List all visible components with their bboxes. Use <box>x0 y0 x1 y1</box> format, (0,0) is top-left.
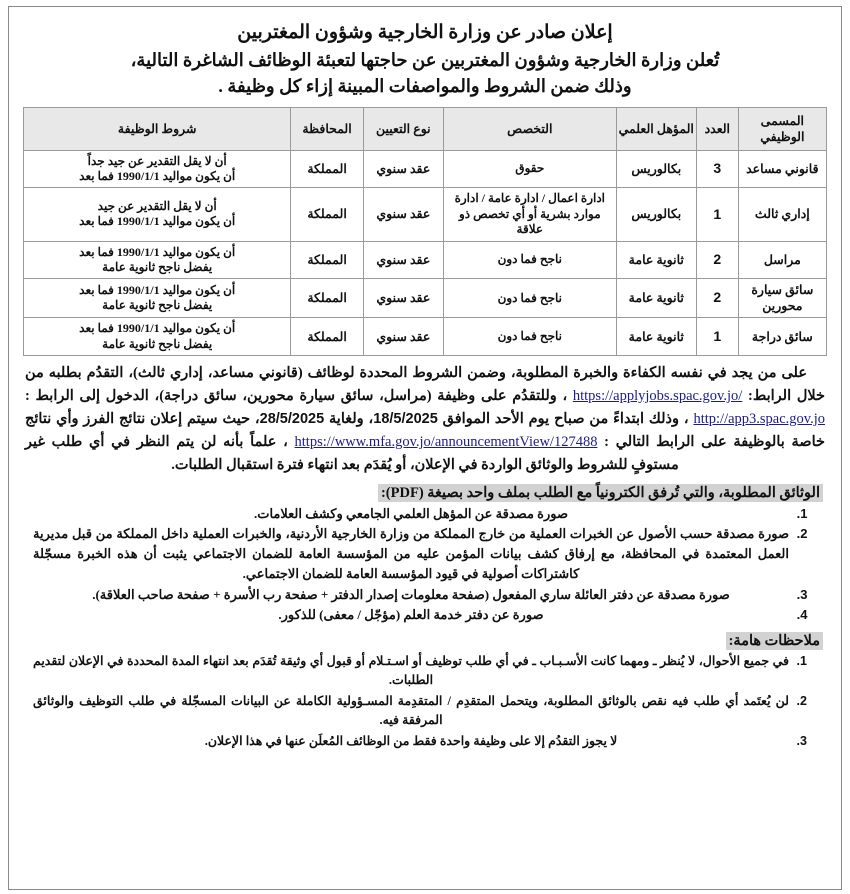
cell-appointment-type: عقد سنوي <box>363 318 443 356</box>
cell-specialization: ناجح فما دون <box>443 241 616 279</box>
cell-governorate: المملكة <box>291 279 363 318</box>
applyjobs-link[interactable]: https://applyjobs.spac.gov.jo/ <box>572 387 743 404</box>
heading-line-3: وذلك ضمن الشروط والمواصفات المبينة إزاء كل وظيفة . <box>218 75 632 96</box>
table-header-row <box>24 107 827 150</box>
cell-specialization: حقوق <box>443 150 616 188</box>
application-instructions-paragraph <box>25 362 825 477</box>
cell-specialization: ادارة اعمال / ادارة عامة / ادارة موارد بشرية أو أي تخصص ذو علاقة <box>443 188 616 241</box>
column-header-job-title: المسمى الوظيفي <box>738 107 826 150</box>
cell-title: مراسل <box>738 241 826 279</box>
paragraph-part-3: ، وذلك ابتداءً من صباح يوم الأحد الموافق <box>437 410 694 427</box>
paragraph-part-1: على من يجد في نفسه الكفاءة والخبرة المطلوبة، وضمن الشروط المحددة لوظائف (قانوني مساعد، إداري ثالث)، التقدُم بطلبه من خلال الرابط: <box>25 364 825 404</box>
cell-count: 1 <box>696 318 738 356</box>
cell-conditions: أن لا يقل التقدير عن جيد أن يكون مواليد 1990/1/1 فما بعد <box>24 188 291 241</box>
important-notes-heading <box>23 633 827 650</box>
column-header-specialization: التخصص <box>443 107 616 150</box>
cell-qualification: ثانوية عامة <box>616 241 696 279</box>
cell-qualification: ثانوية عامة <box>616 318 696 356</box>
table-header <box>24 107 827 150</box>
cell-conditions: أن يكون مواليد 1990/1/1 فما بعد يفضل ناجح ثانوية عامة <box>24 241 291 279</box>
app3-link[interactable]: http://app3.spac.gov.jo <box>693 410 826 427</box>
cell-conditions: أن لا يقل التقدير عن جيد جداً أن يكون مواليد 1990/1/1 فما بعد <box>24 150 291 188</box>
cell-appointment-type: عقد سنوي <box>363 188 443 241</box>
paragraph-part-5: ، حيث سيتم إعلان نتائج الفرز وأي نتائج خاصة بالوظيفة على الرابط التالي : <box>25 410 825 450</box>
required-documents-heading <box>23 485 827 502</box>
mfa-announcement-link[interactable]: https://www.mfa.gov.jo/announcementView/127488 <box>294 433 598 450</box>
column-header-appointment-type: نوع التعيين <box>363 107 443 150</box>
cell-qualification: ثانوية عامة <box>616 279 696 318</box>
cell-governorate: المملكة <box>291 150 363 188</box>
start-date: 18/5/2025 <box>373 410 438 427</box>
cell-qualification: بكالوريس <box>616 150 696 188</box>
document-frame <box>8 6 842 890</box>
cell-title: قانوني مساعد <box>738 150 826 188</box>
cell-count: 3 <box>696 150 738 188</box>
table-row <box>24 241 827 279</box>
cell-count: 2 <box>696 241 738 279</box>
important-note-item: 2. لن يُعتَمد أي طلب فيه نقص بالوثائق المطلوبة، ويتحمل المتقدِم / المتقدِمة المسـؤولية الكاملة عن البيانات المسجّلة في طلب التوظيف والوثائق المرفقة فيه. <box>33 692 793 731</box>
cell-governorate: المملكة <box>291 241 363 279</box>
column-header-qualification: المؤهل العلمي <box>616 107 696 150</box>
end-date: 28/5/2025 <box>259 410 325 427</box>
important-notes-title: ملاحظات هامة: <box>726 632 823 650</box>
paragraph-part-2: ، وللتقدُم على وظيفة (مراسل، سائق سيارة محورين، سائق دراجة)، الدخول إلى الرابط : <box>25 387 573 404</box>
required-document-item: 3. صورة مصدقة عن دفتر العائلة ساري المفعول (صفحة معلومات إصدار الدفتر + صفحة رب الأسرة + صفحة صاحب العلاقة). <box>33 585 793 605</box>
column-header-count: العدد <box>696 107 738 150</box>
table-row <box>24 318 827 356</box>
important-note-item: 3. لا يجوز التقدُم إلا على وظيفة واحدة فقط من الوظائف المُعلَن عنها في هذا الإعلان. <box>33 732 793 751</box>
cell-title: إداري ثالث <box>738 188 826 241</box>
cell-conditions: أن يكون مواليد 1990/1/1 فما بعد يفضل ناجح ثانوية عامة <box>24 279 291 318</box>
paragraph-part-4: ، ولغاية <box>324 410 374 427</box>
heading-line-1: إعلان صادر عن وزارة الخارجية وشؤون المغتربين <box>237 22 613 43</box>
table-row <box>24 188 827 241</box>
column-header-governorate: المحافظة <box>291 107 363 150</box>
required-document-item: 2. صورة مصدقة حسب الأصول عن الخبرات العملية من خارج المملكة من وزارة الخارجية الأردنية، والخبرات العملية داخل المملكة من قبل مديرية العمل المعتمدة في المحافظة، مع إرفاق كشف بيانات المؤمن عليه من المؤسسة العامة للضمان الاجتماعي يثبت أن هذه الخبرة مسجّلة كاشتراكات أصولية في قيود المؤسسة العامة للضمان الاجتماعي. <box>33 524 793 583</box>
table-body <box>24 150 827 355</box>
cell-qualification: بكالوريس <box>616 188 696 241</box>
cell-governorate: المملكة <box>291 318 363 356</box>
required-document-item: 4. صورة عن دفتر خدمة العلم (مؤجّل / معفى) للذكور. <box>33 605 793 625</box>
cell-count: 1 <box>696 188 738 241</box>
announcement-heading <box>23 19 827 99</box>
cell-appointment-type: عقد سنوي <box>363 279 443 318</box>
cell-count: 2 <box>696 279 738 318</box>
cell-governorate: المملكة <box>291 188 363 241</box>
vacancies-table <box>23 107 827 356</box>
cell-specialization: ناجح فما دون <box>443 318 616 356</box>
cell-appointment-type: عقد سنوي <box>363 150 443 188</box>
cell-conditions: أن يكون مواليد 1990/1/1 فما بعد يفضل ناجح ثانوية عامة <box>24 318 291 356</box>
important-notes-list <box>23 652 827 751</box>
cell-title: سائق سيارة محورين <box>738 279 826 318</box>
heading-line-2: تُعلن وزارة الخارجية وشؤون المغتربين عن حاجتها لتعبئة الوظائف الشاغرة التالية، <box>130 49 720 70</box>
column-header-conditions: شروط الوظيفة <box>24 107 291 150</box>
table-row <box>24 279 827 318</box>
cell-title: سائق دراجة <box>738 318 826 356</box>
paragraph-part-6: ، علماً بأنه لن يتم النظر في أي طلب غير مستوفٍ للشروط والوثائق الواردة في الإعلان، أو يُقدَم بعد انتهاء فترة استقبال الطلبات. <box>25 433 679 473</box>
cell-specialization: ناجح فما دون <box>443 279 616 318</box>
required-document-item: 1. صورة مصدقة عن المؤهل العلمي الجامعي وكشف العلامات. <box>33 504 793 524</box>
required-documents-title: الوثائق المطلوبة، والتي تُرفق الكترونياً مع الطلب بملف واحد بصيغة (PDF): <box>378 484 823 502</box>
table-row <box>24 150 827 188</box>
important-note-item: 1. في جميع الأحوال، لا يُنظر ـ ومهما كانت الأسـبـاب ـ في أي طلب توظيف أو اسـتـلام أو قبول أي وثيقة تُقدَم بعد انتهاء المدة المحددة في الإعلان لتقديم الطلبات. <box>33 652 793 691</box>
cell-appointment-type: عقد سنوي <box>363 241 443 279</box>
required-documents-list <box>23 504 827 626</box>
